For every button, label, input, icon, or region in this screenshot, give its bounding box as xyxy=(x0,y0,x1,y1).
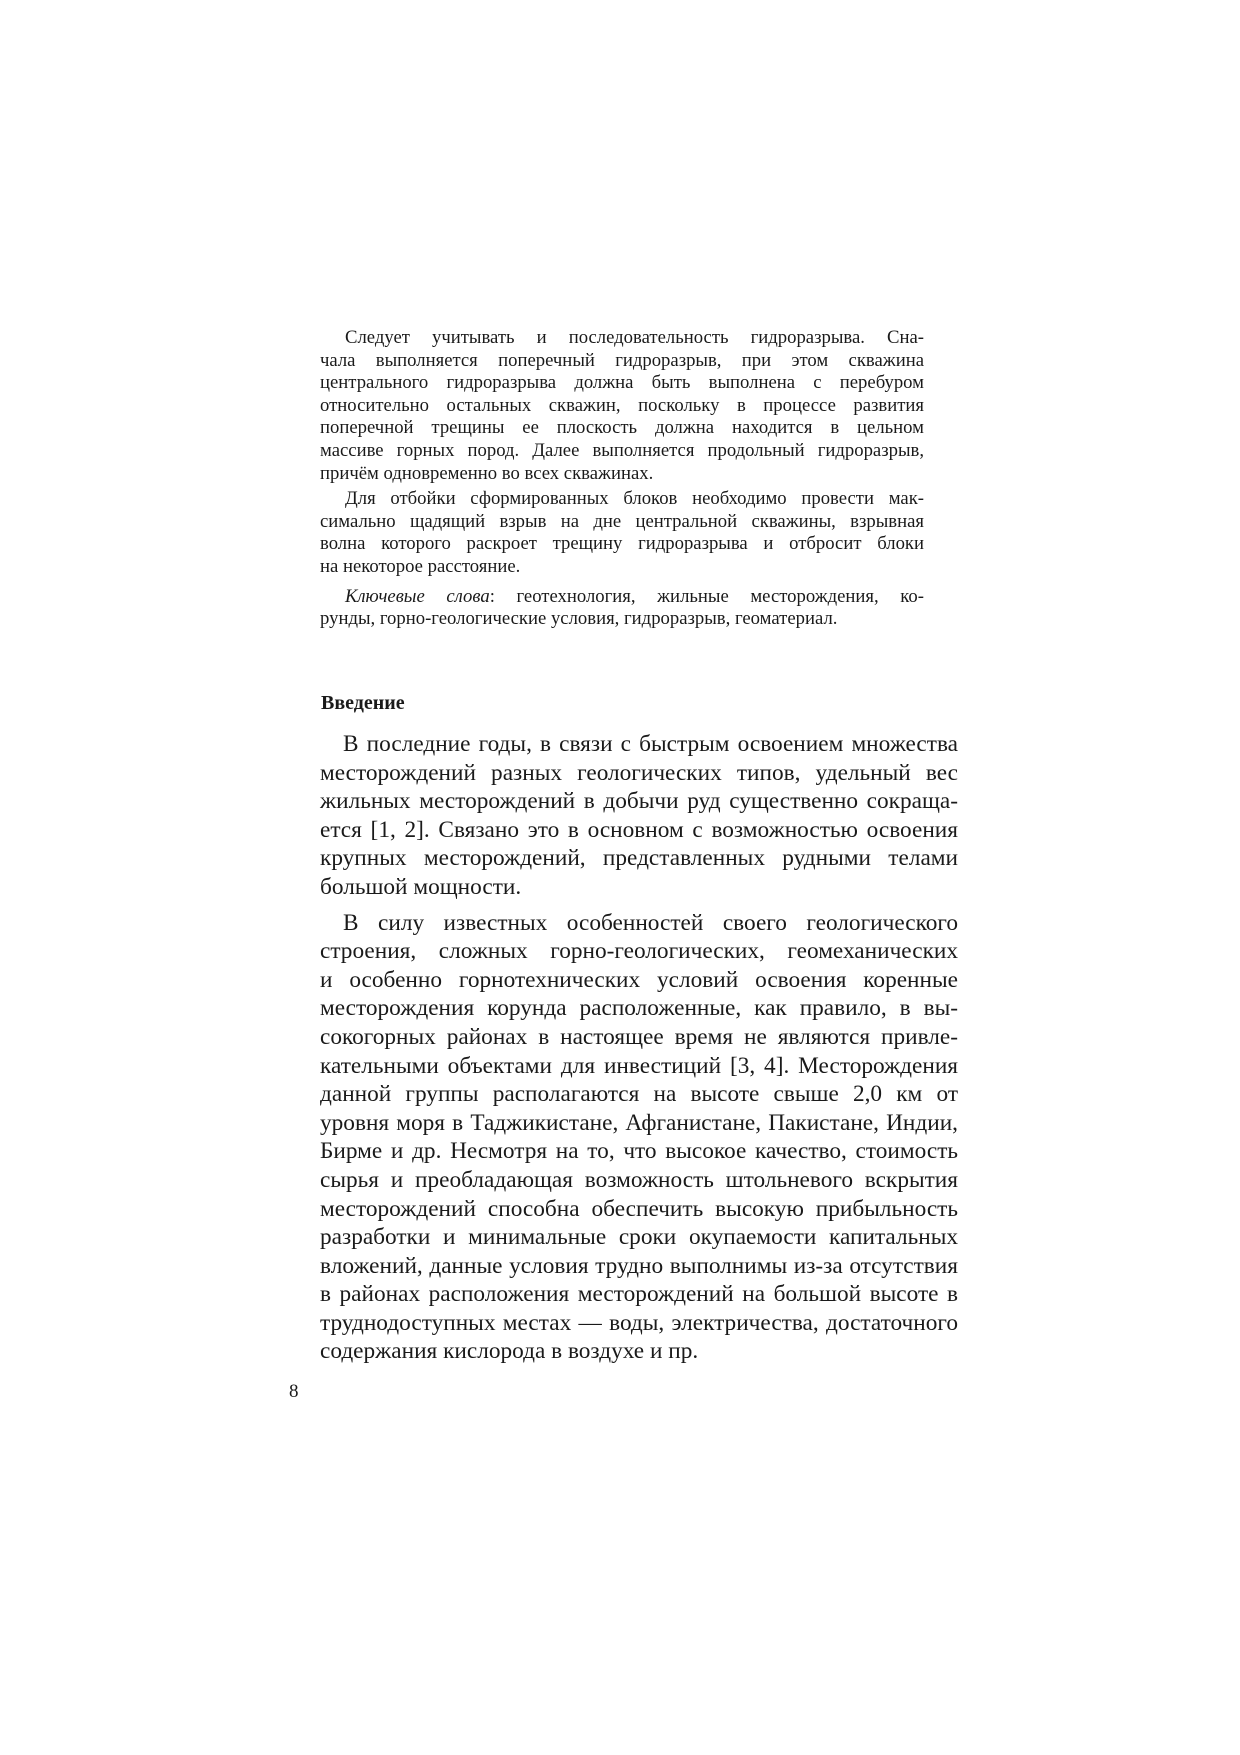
text-line: массиве горных пород. Далее выполняется продольный гидроразрыв, xyxy=(320,439,924,461)
text-line: месторождения корунда расположенные, как правило, в вы- xyxy=(320,995,958,1022)
text-line: труднодоступных местах — воды, электричества, достаточного xyxy=(320,1309,958,1336)
page-number: 8 xyxy=(289,1381,299,1402)
text-line: на некоторое расстояние. xyxy=(320,555,521,577)
text-line: месторождений способна обеспечить высокую прибыльность xyxy=(320,1195,958,1222)
text-line: строения, сложных горно-геологических, геомеханических xyxy=(320,938,958,965)
text-line: данной группы располагаются на высоте свыше 2,0 км от xyxy=(320,1081,958,1108)
main-paragraph-1 xyxy=(320,730,958,902)
text-line: Следует учитывать и последовательность гидроразрыва. Сна- xyxy=(345,327,924,348)
text-line: поперечной трещины ее плоскость должна находится в цельном xyxy=(320,417,924,439)
text-line: уровня моря в Таджикистане, Афганистане, Пакистане, Индии, xyxy=(320,1109,958,1136)
text-line: содержания кислорода в воздухе и пр. xyxy=(320,1338,699,1365)
keywords xyxy=(320,586,924,631)
text-line: в районах расположения месторождений на большой высоте в xyxy=(320,1281,958,1308)
text-line: жильных месторождений в добычи руд существенно сокраща- xyxy=(320,788,958,815)
text-line: Для отбойки сформированных блоков необходимо провести мак- xyxy=(345,488,924,510)
text-line: большой мощности. xyxy=(320,873,522,900)
text-line: центрального гидроразрыва должна быть выполнена с перебуром xyxy=(320,372,924,394)
text-line: сырья и преобладающая возможность штольневого вскрытия xyxy=(320,1166,958,1193)
keywords-line xyxy=(320,586,924,609)
text-line: В силу известных особенностей своего геологического xyxy=(343,909,958,936)
keywords-line: рунды, горно-геологические условия, гидроразрыв, геоматериал. xyxy=(320,608,838,630)
text-line: Бирме и др. Несмотря на то, что высокое качество, стоимость xyxy=(320,1138,958,1165)
text-line: чала выполняется поперечный гидроразрыв, при этом скважина xyxy=(320,349,924,371)
text-line: крупных месторождений, представленных рудными телами xyxy=(320,845,958,872)
main-paragraph-2 xyxy=(320,909,958,1367)
text-line: относительно остальных скважин, поскольку в процессе развития xyxy=(320,394,924,416)
text-line: В последние годы, в связи с быстрым освоением множества xyxy=(343,731,958,757)
text-line: волна которого раскроет трещину гидроразрыва и отбросит блоки xyxy=(320,533,924,555)
text-line: разработки и минимальные сроки окупаемости капитальных xyxy=(320,1224,958,1251)
section-heading: Введение xyxy=(321,692,405,714)
abstract-paragraph-2 xyxy=(320,488,924,578)
text-line: месторождений разных геологических типов, удельный вес xyxy=(320,759,958,786)
text-line: вложений, данные условия трудно выполнимы из-за отсутствия xyxy=(320,1252,958,1279)
keywords-label: Ключевые слова xyxy=(345,585,490,607)
text-line: ется [1, 2]. Связано это в основном с возможностью освоения xyxy=(320,816,958,843)
text-line: кательными объектами для инвестиций [3, 4]. Месторождения xyxy=(320,1052,958,1079)
text-line: причём одновременно во всех скважинах. xyxy=(320,462,654,484)
abstract-paragraph-1 xyxy=(320,327,924,485)
main-text xyxy=(320,730,958,1366)
keywords-text: : геотехнология, жильные месторождения, ко- xyxy=(489,585,924,607)
abstract xyxy=(320,327,924,631)
text-line: симально щадящий взрыв на дне центральной скважины, взрывная xyxy=(320,510,924,532)
text-line: сокогорных районах в настоящее время не являются привле- xyxy=(320,1023,958,1050)
text-line: и особенно горнотехнических условий освоения коренные xyxy=(320,966,958,993)
